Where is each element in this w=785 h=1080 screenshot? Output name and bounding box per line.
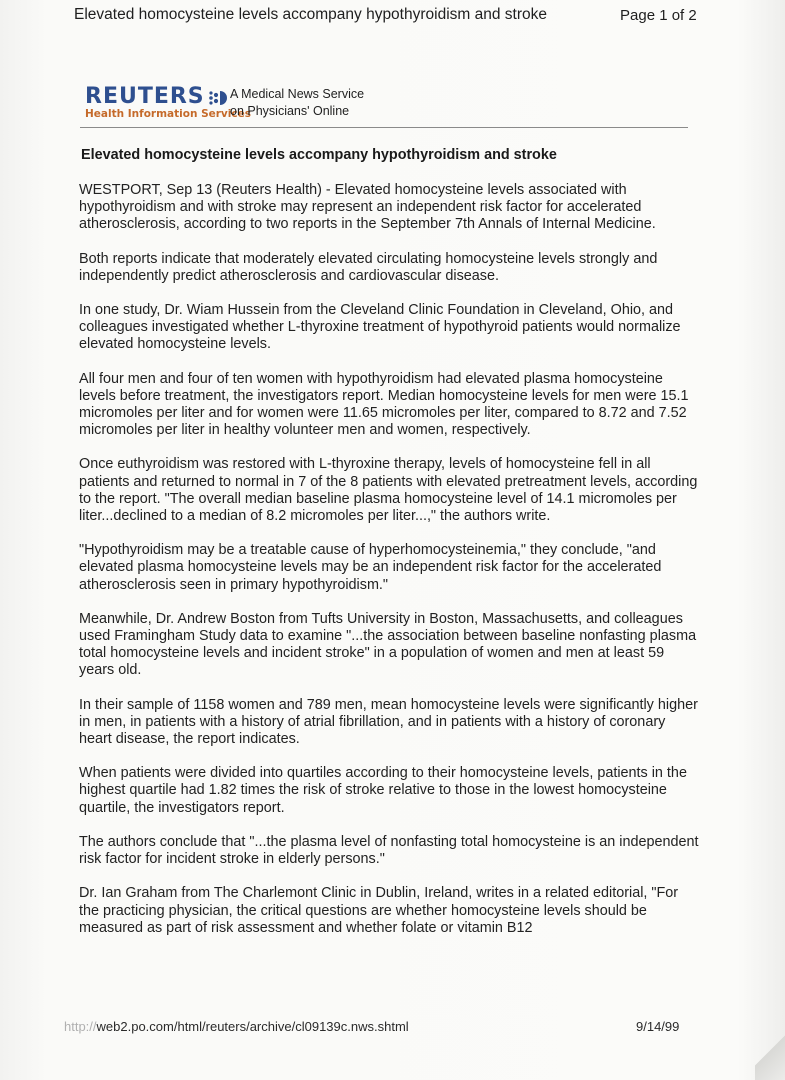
article-paragraph: Meanwhile, Dr. Andrew Boston from Tufts University in Boston, Massachusetts, and colleagues used Framingham Study data to examine "...the association between baseline nonfasting plasma total homocysteine levels and incident stroke" in a population of women and men at least 59 years old. (79, 610, 697, 679)
tagline-line-1: A Medical News Service (230, 87, 365, 101)
reuters-dots-icon (208, 89, 230, 107)
page-curl (755, 1020, 785, 1080)
print-header-page-number: Page 1 of 2 (620, 7, 697, 24)
footer-url-path: web2.po.com/html/reuters/archive/cl09139c.nws.shtml (96, 1019, 409, 1034)
reuters-logo-subtitle: Health Information Services (85, 108, 251, 120)
article-paragraph: Both reports indicate that moderately elevated circulating homocysteine levels strongly and independently predict atherosclerosis and cardiovascular disease. (79, 250, 658, 284)
header-divider (80, 127, 688, 128)
footer-url (64, 1019, 409, 1034)
article-headline: Elevated homocysteine levels accompany hypothyroidism and stroke (81, 147, 557, 163)
footer-date: 9/14/99 (636, 1019, 680, 1034)
article-paragraph: Once euthyroidism was restored with L-thyroxine therapy, levels of homocysteine fell in all patients and returned to normal in 7 of the 8 patients with elevated pretreatment levels, according to the report. "The overall median baseline plasma homocysteine level of 14.1 micromoles per liter...declined to a median of 8.2 micromoles per liter...," the authors write. (79, 456, 698, 525)
footer-url-prefix: http:// (64, 1019, 97, 1034)
reuters-logo-word: REUTERS (85, 84, 205, 109)
article-paragraph: The authors conclude that "...the plasma level of nonfasting total homocysteine is an independent risk factor for incident stroke in elderly persons." (79, 833, 699, 868)
tagline-line-2: on Physicians' Online (230, 104, 350, 118)
article-paragraph: In their sample of 1158 women and 789 men, mean homocysteine levels were significantly higher in men, in patients with a history of atrial fibrillation, and in patients with a history of coronary heart disease, the report indicates. (79, 696, 698, 748)
article-paragraph: WESTPORT, Sep 13 (Reuters Health) - Elevated homocysteine levels associated with hypothyroidism and with stroke may represent an independent risk factor for accelerated atherosclerosis, according to two reports in the September 7th Annals of Internal Medicine. (79, 182, 656, 233)
article-paragraph: When patients were divided into quartiles according to their homocysteine levels, patients in the highest quartile had 1.82 times the risk of stroke relative to those in the lowest homocysteine quartile, the investigators report. (79, 765, 687, 816)
article-body (79, 182, 701, 954)
article-paragraph: In one study, Dr. Wiam Hussein from the Cleveland Clinic Foundation in Cleveland, Ohio, and colleagues investigated whether L-thyroxine treatment of hypothyroid patients would normalize elevated homocysteine levels. (79, 302, 681, 353)
print-header-title: Elevated homocysteine levels accompany hypothyroidism and stroke (74, 6, 547, 23)
article-paragraph: "Hypothyroidism may be a treatable cause of hyperhomocysteinemia," they conclude, "and elevated plasma homocysteine levels may be an independent risk factor for the accelerated atherosclerosis seen in primary hypothyroidism." (79, 542, 662, 593)
reuters-logo (85, 84, 251, 124)
article-paragraph: All four men and four of ten women with hypothyroidism had elevated plasma homocysteine levels before treatment, the investigators report. Median homocysteine levels for men were 15.1 micromoles per liter and for women were 11.65 micromoles per liter, compared to 8.72 and 7.52 micromoles per liter in healthy volunteer men and women, respectively. (79, 370, 689, 439)
article-paragraph: Dr. Ian Graham from The Charlemont Clinic in Dublin, Ireland, writes in a related editorial, "For the practicing physician, the critical questions are whether homocysteine levels should be measured as part of risk assessment and whether folate or vitamin B12 (79, 885, 679, 936)
service-tagline (230, 86, 364, 120)
